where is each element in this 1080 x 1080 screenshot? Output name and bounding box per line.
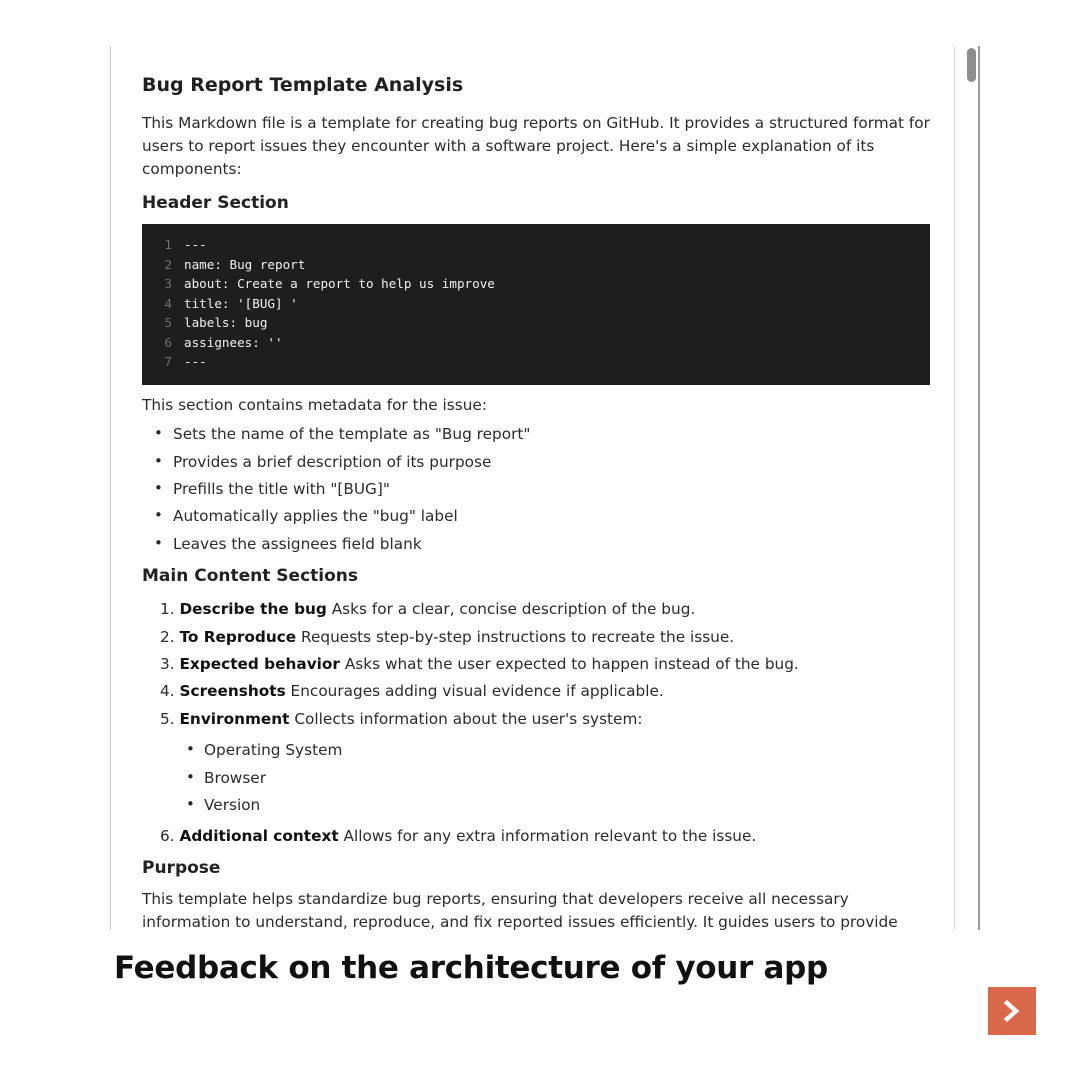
scrollbar-track[interactable] — [965, 46, 979, 930]
bullet-dot: • — [186, 768, 195, 786]
code-block — [142, 224, 930, 385]
bullet-dot: • — [154, 506, 163, 524]
purpose-section-heading: Purpose — [142, 858, 221, 878]
numbered-item: 3. Expected behavior Asks what the user expected to happen instead of the bug. — [160, 655, 799, 673]
panel-right-border — [954, 46, 955, 930]
code-line: 7 --- — [164, 354, 207, 369]
code-line: 1 --- — [164, 237, 207, 252]
intro-paragraph: This Markdown file is a template for creating bug reports on GitHub. It provides a structured format for users to report issues they encounter with a software project. Here's a simple explanation of its components: — [142, 114, 930, 178]
scrollbar-thumb[interactable] — [967, 48, 976, 82]
numbered-item: 4. Screenshots Encourages adding visual evidence if applicable. — [160, 682, 664, 700]
chevron-right-icon — [1001, 1000, 1023, 1022]
document-panel — [110, 46, 980, 930]
caption-title: Feedback on the architecture of your app — [114, 950, 828, 986]
numbered-item: 1. Describe the bug Asks for a clear, concise description of the bug. — [160, 600, 696, 618]
list-item: Sets the name of the template as "Bug report" — [173, 425, 531, 443]
list-item: Operating System — [204, 741, 343, 759]
bullet-dot: • — [154, 534, 163, 552]
header-section-heading: Header Section — [142, 193, 289, 213]
bullet-dot: • — [186, 795, 195, 813]
document-title: Bug Report Template Analysis — [142, 74, 464, 96]
bullet-dot: • — [154, 479, 163, 497]
code-line: 3 about: Create a report to help us improve — [164, 276, 495, 291]
list-item: Prefills the title with "[BUG]" — [173, 480, 390, 498]
list-item: Browser — [204, 769, 266, 787]
numbered-item: 5. Environment Collects information about the user's system: — [160, 710, 643, 728]
scrollbar-border — [978, 46, 980, 930]
numbered-item: 6. Additional context Allows for any extra information relevant to the issue. — [160, 827, 757, 845]
panel-left-border — [110, 46, 111, 930]
code-line: 2 name: Bug report — [164, 256, 306, 272]
list-item: Provides a brief description of its purpose — [173, 453, 492, 471]
main-section-heading: Main Content Sections — [142, 566, 359, 586]
list-item: Leaves the assignees field blank — [173, 535, 422, 553]
bullet-dot: • — [154, 424, 163, 442]
code-line: 6 assignees: '' — [164, 334, 283, 350]
code-line: 5 labels: bug — [164, 315, 268, 330]
list-item: Automatically applies the "bug" label — [173, 507, 458, 525]
numbered-item: 2. To Reproduce Requests step-by-step instructions to recreate the issue. — [160, 628, 735, 646]
code-line: 4 title: '[BUG] ' — [164, 295, 298, 311]
bullet-dot: • — [186, 740, 195, 758]
list-item: Version — [204, 796, 261, 814]
next-button[interactable] — [988, 987, 1036, 1035]
header-section-description: This section contains metadata for the issue: — [142, 396, 488, 414]
bullet-dot: • — [154, 452, 163, 470]
purpose-paragraph: This template helps standardize bug reports, ensuring that developers receive all necessary information to understand, reproduce, and fix reported issues efficiently. It guides users to provide — [142, 890, 898, 930]
